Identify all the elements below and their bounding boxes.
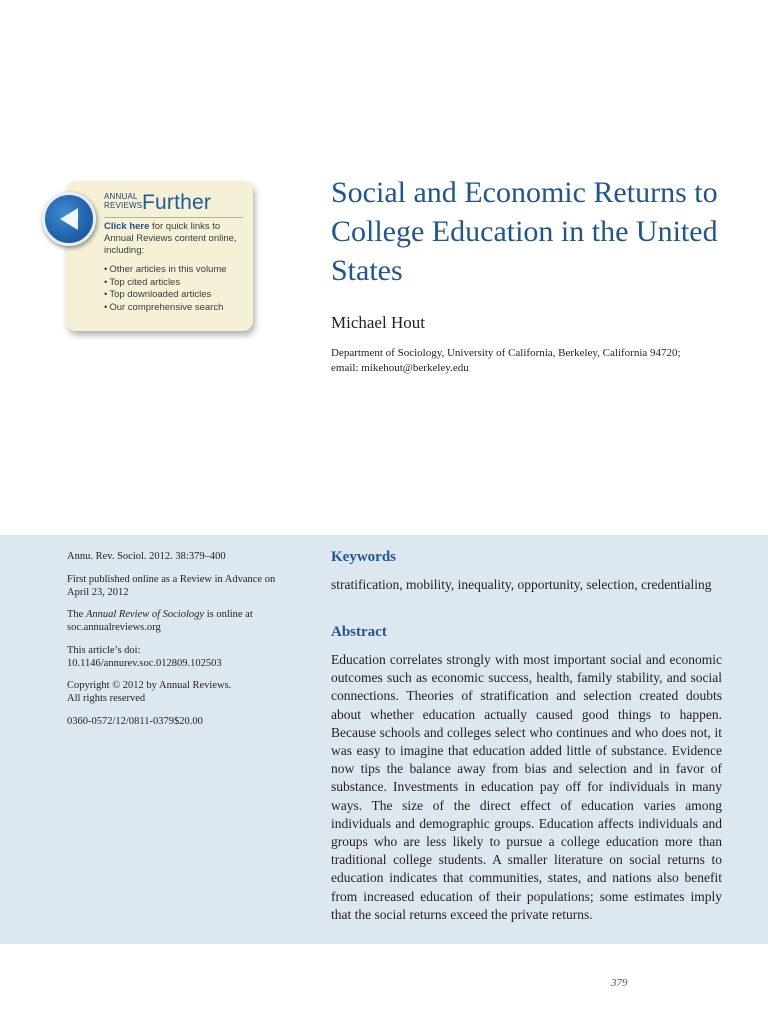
first-published: First published online as a Review in Advance on April 23, 2012	[67, 573, 276, 598]
further-item-top-downloaded[interactable]: • Top downloaded articles	[104, 289, 227, 302]
abstract-heading: Abstract	[331, 624, 387, 640]
further-lead	[104, 221, 246, 257]
further-heading: Further	[142, 191, 212, 214]
further-item-other-articles[interactable]: • Other articles in this volume	[104, 264, 227, 277]
keywords-heading: Keywords	[331, 549, 396, 565]
author-affiliation	[331, 346, 751, 376]
back-arrow-icon	[54, 204, 84, 234]
brand-line-annual: ANNUAL	[104, 192, 138, 201]
citation: Annu. Rev. Sociol. 2012. 38:379–400	[67, 551, 226, 562]
issn: 0360-0572/12/0811-0379$20.00	[67, 715, 203, 727]
journal-name: Annual Review of Sociology	[85, 609, 205, 620]
further-lead-text: for quick links to Annual Reviews content online, including:	[104, 221, 237, 256]
annual-reviews-brand	[104, 191, 212, 214]
doi-value[interactable]: 10.1146/annurev.soc.012809.102503	[67, 657, 222, 669]
click-here-link[interactable]: Click here	[104, 221, 150, 232]
doi-label: This article’s doi:	[67, 644, 141, 656]
online-info	[67, 608, 297, 634]
keywords-text: stratification, mobility, inequality, opportunity, selection, credentialing	[331, 577, 712, 592]
affiliation-department: Department of Sociology, University of California, Berkeley, California 94720;	[331, 347, 681, 359]
online-suffix[interactable]: is online at soc.annualreviews.org	[67, 609, 253, 633]
further-list	[104, 264, 227, 314]
further-divider	[104, 217, 243, 218]
further-item-search[interactable]: • Our comprehensive search	[104, 302, 227, 315]
abstract-text: Education correlates strongly with most important social and economic outcomes such as economic success, health, family stability, and social connections. Theories of stratification and selection created doubts about whether education actually caused good things to happen. Because schools and colleges select who continues and who does not, it was easy to imagine that education added little of substance. Evidence now tips the balance away from bias and selection and in favor of substance. Investments in education pay off for individuals in many ways. The size of the direct effect of education varies among individuals and demographic groups. Education affects individuals and groups who are less likely to pursue a college education more than traditional college students. A smaller literature on social returns to education indicates that communities, states, and nations also benefit from increased education of their populations; some estimates imply that the social returns exceed the private returns.	[331, 652, 722, 922]
copyright: Copyright © 2012 by Annual Reviews.	[67, 680, 232, 691]
copyright-block	[67, 679, 297, 705]
further-item-top-cited[interactable]: • Top cited articles	[104, 277, 227, 290]
article-meta	[67, 550, 297, 737]
further-box	[66, 181, 253, 331]
affiliation-email[interactable]: email: mikehout@berkeley.edu	[331, 362, 469, 374]
brand-small-text	[104, 192, 143, 210]
further-arrow-button[interactable]	[42, 192, 96, 246]
rights: All rights reserved	[67, 693, 146, 704]
article-title: Social and Economic Returns to College Education in the United States	[331, 176, 718, 287]
brand-line-reviews: REVIEWS	[104, 201, 143, 210]
page-number: 379	[611, 977, 628, 989]
author-name: Michael Hout	[331, 313, 425, 332]
doi-block	[67, 644, 297, 670]
online-prefix: The	[67, 609, 86, 620]
